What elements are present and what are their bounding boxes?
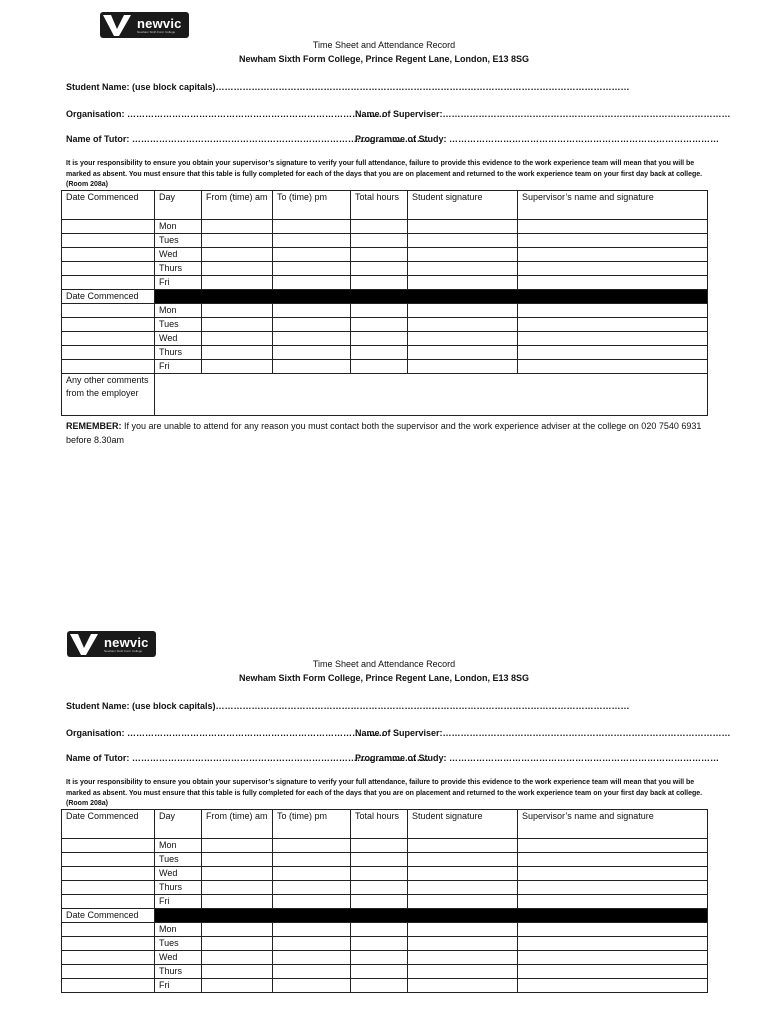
notice-text: It is your responsibility to ensure you obtain your supervisor’s signature to verify your full attendance, failure to provide this evidence to the work experience team will mean that you will be marked as absent. You must ensure that this table is fully completed for each of the days that you are on placement and returned to the work experience team on your first day back at college. (Room 208a) (66, 779, 703, 808)
hours-cell[interactable] (351, 853, 408, 867)
organisation-row (66, 109, 731, 119)
day-label: Wed (155, 332, 202, 346)
day-label: Thurs (155, 881, 202, 895)
organisation-row (66, 728, 731, 738)
student-sig-cell[interactable] (408, 304, 518, 318)
day-label: Thurs (155, 262, 202, 276)
table-row (62, 965, 708, 979)
hours-cell[interactable] (351, 895, 408, 909)
student-sig-cell[interactable] (408, 234, 518, 248)
supervisor-sig-cell[interactable] (518, 276, 708, 290)
to-cell[interactable] (273, 965, 351, 979)
hours-cell[interactable] (351, 248, 408, 262)
table-row (62, 867, 708, 881)
header-total-hours: Total hours (351, 191, 408, 220)
remember-note (66, 419, 706, 447)
table-row (62, 951, 708, 965)
student-sig-cell[interactable] (408, 248, 518, 262)
tutor-row (66, 134, 720, 144)
table-row (62, 276, 708, 290)
student-sig-cell[interactable] (408, 332, 518, 346)
to-cell[interactable] (273, 276, 351, 290)
table-row (62, 895, 708, 909)
day-label: Tues (155, 318, 202, 332)
student-sig-cell[interactable] (408, 839, 518, 853)
student-sig-cell[interactable] (408, 318, 518, 332)
hours-cell[interactable] (351, 318, 408, 332)
date-cell[interactable] (62, 262, 155, 276)
date-cell[interactable] (62, 234, 155, 248)
day-label: Thurs (155, 346, 202, 360)
supervisor-sig-cell[interactable] (518, 332, 708, 346)
week-divider-row (62, 909, 708, 923)
header-student-signature: Student signature (408, 191, 518, 220)
day-label: Thurs (155, 965, 202, 979)
date-cell[interactable] (62, 360, 155, 374)
date-cell[interactable] (62, 304, 155, 318)
supervisor-sig-cell[interactable] (518, 867, 708, 881)
supervisor-sig-cell[interactable] (518, 360, 708, 374)
to-cell[interactable] (273, 923, 351, 937)
newvic-logo-mark-icon (100, 12, 134, 38)
day-label: Mon (155, 220, 202, 234)
header-date-commenced: Date Commenced (62, 810, 155, 839)
header-day: Day (155, 191, 202, 220)
date-cell[interactable] (62, 979, 155, 993)
day-label: Wed (155, 248, 202, 262)
table-row (62, 346, 708, 360)
header-to: To (time) pm (273, 810, 351, 839)
header-student-signature: Student signature (408, 810, 518, 839)
to-cell[interactable] (273, 360, 351, 374)
supervisor-sig-cell[interactable] (518, 234, 708, 248)
student-name-field[interactable]: Student Name: (use block capitals)………………………………………………………………………………………………………………………… (66, 701, 630, 711)
form-subtitle: Newham Sixth Form College, Prince Regent Lane, London, E13 8SG (238, 673, 530, 683)
to-cell[interactable] (273, 867, 351, 881)
date-cell[interactable] (62, 923, 155, 937)
from-cell[interactable] (202, 951, 273, 965)
remember-text: If you are unable to attend for any reason you must contact both the supervisor and the work experience adviser at the college on 020 7540 6931 before 8.30am (66, 421, 702, 445)
table-row (62, 979, 708, 993)
programme-field[interactable]: Programme of Study: ……………………………………………………………………………… (355, 134, 720, 144)
table-row (62, 881, 708, 895)
student-sig-cell[interactable] (408, 923, 518, 937)
tutor-field[interactable]: Name of Tutor: ……………………………………………………………………………………… (66, 753, 429, 763)
from-cell[interactable] (202, 923, 273, 937)
to-cell[interactable] (273, 979, 351, 993)
table-row (62, 248, 708, 262)
table-row (62, 853, 708, 867)
supervisor-sig-cell[interactable] (518, 979, 708, 993)
header-supervisor-signature: Supervisor’s name and signature (518, 191, 708, 220)
to-cell[interactable] (273, 346, 351, 360)
date-cell[interactable] (62, 276, 155, 290)
supervisor-sig-cell[interactable] (518, 318, 708, 332)
table-header-row (62, 810, 708, 839)
to-cell[interactable] (273, 853, 351, 867)
table-row (62, 220, 708, 234)
date-cell[interactable] (62, 318, 155, 332)
hours-cell[interactable] (351, 937, 408, 951)
date-cell[interactable] (62, 867, 155, 881)
to-cell[interactable] (273, 304, 351, 318)
hours-cell[interactable] (351, 360, 408, 374)
header-from: From (time) am (202, 810, 273, 839)
from-cell[interactable] (202, 248, 273, 262)
tutor-row (66, 753, 720, 763)
from-cell[interactable] (202, 346, 273, 360)
hours-cell[interactable] (351, 979, 408, 993)
table-row (62, 234, 708, 248)
from-cell[interactable] (202, 262, 273, 276)
student-sig-cell[interactable] (408, 276, 518, 290)
supervisor-sig-cell[interactable] (518, 346, 708, 360)
supervisor-sig-cell[interactable] (518, 881, 708, 895)
student-sig-cell[interactable] (408, 895, 518, 909)
hours-cell[interactable] (351, 220, 408, 234)
hours-cell[interactable] (351, 262, 408, 276)
organisation-field[interactable]: Organisation: ………………………………………………………………………….. (66, 109, 385, 119)
day-label: Mon (155, 304, 202, 318)
table-row (62, 923, 708, 937)
date-cell[interactable] (62, 220, 155, 234)
from-cell[interactable] (202, 304, 273, 318)
header-total-hours: Total hours (351, 810, 408, 839)
from-cell[interactable] (202, 937, 273, 951)
supervisor-sig-cell[interactable] (518, 965, 708, 979)
from-cell[interactable] (202, 895, 273, 909)
to-cell[interactable] (273, 881, 351, 895)
header-date-commenced: Date Commenced (62, 191, 155, 220)
comments-label: Any other comments from the employer (62, 374, 155, 416)
logo-brand: newvic (137, 15, 182, 31)
table-row (62, 304, 708, 318)
date-cell[interactable] (62, 895, 155, 909)
from-cell[interactable] (202, 853, 273, 867)
to-cell[interactable] (273, 937, 351, 951)
student-sig-cell[interactable] (408, 853, 518, 867)
to-cell[interactable] (273, 234, 351, 248)
from-cell[interactable] (202, 220, 273, 234)
date-commenced-label: Date Commenced (62, 290, 155, 304)
date-cell[interactable] (62, 853, 155, 867)
student-sig-cell[interactable] (408, 979, 518, 993)
supervisor-sig-cell[interactable] (518, 220, 708, 234)
comments-cell[interactable] (155, 374, 708, 416)
hours-cell[interactable] (351, 276, 408, 290)
student-name-field[interactable]: Student Name: (use block capitals)………………………………………………………………………………………………………………………… (66, 82, 630, 92)
supervisor-sig-cell[interactable] (518, 839, 708, 853)
comments-row (62, 374, 708, 416)
table-row (62, 318, 708, 332)
table-row (62, 360, 708, 374)
logo-tagline: Newham Sixth Form College (104, 648, 143, 653)
date-commenced-label: Date Commenced (62, 909, 155, 923)
header-to: To (time) pm (273, 191, 351, 220)
to-cell[interactable] (273, 248, 351, 262)
table-row (62, 937, 708, 951)
table-row (62, 262, 708, 276)
to-cell[interactable] (273, 220, 351, 234)
supervisor-sig-cell[interactable] (518, 951, 708, 965)
to-cell[interactable] (273, 839, 351, 853)
student-sig-cell[interactable] (408, 965, 518, 979)
notice-text: It is your responsibility to ensure you obtain your supervisor’s signature to verify your full attendance, failure to provide this evidence to the work experience team will mean that you will be marked as absent. You must ensure that this table is fully completed for each of the days that you are on placement and returned to the work experience team on your first day back at college. (Room 208a) (66, 160, 703, 189)
student-sig-cell[interactable] (408, 346, 518, 360)
logo-brand: newvic (104, 634, 149, 650)
from-cell[interactable] (202, 965, 273, 979)
from-cell[interactable] (202, 234, 273, 248)
programme-field[interactable]: Programme of Study: ……………………………………………………………………………… (355, 753, 720, 763)
newvic-logo (67, 631, 156, 657)
date-cell[interactable] (62, 346, 155, 360)
form-title: Time Sheet and Attendance Record (312, 659, 456, 669)
from-cell[interactable] (202, 979, 273, 993)
supervisor-sig-cell[interactable] (518, 248, 708, 262)
student-sig-cell[interactable] (408, 220, 518, 234)
from-cell[interactable] (202, 276, 273, 290)
day-label: Tues (155, 234, 202, 248)
form-subtitle: Newham Sixth Form College, Prince Regent Lane, London, E13 8SG (238, 54, 530, 64)
hours-cell[interactable] (351, 951, 408, 965)
supervisor-sig-cell[interactable] (518, 853, 708, 867)
from-cell[interactable] (202, 332, 273, 346)
hours-cell[interactable] (351, 867, 408, 881)
from-cell[interactable] (202, 318, 273, 332)
day-label: Fri (155, 979, 202, 993)
day-label: Tues (155, 937, 202, 951)
day-label: Tues (155, 853, 202, 867)
hours-cell[interactable] (351, 965, 408, 979)
day-label: Fri (155, 895, 202, 909)
supervisor-field[interactable]: Name of Superviser:…………………………………………………………………………………… (355, 109, 731, 119)
day-label: Fri (155, 360, 202, 374)
supervisor-sig-cell[interactable] (518, 923, 708, 937)
day-label: Fri (155, 276, 202, 290)
to-cell[interactable] (273, 332, 351, 346)
date-cell[interactable] (62, 881, 155, 895)
supervisor-sig-cell[interactable] (518, 937, 708, 951)
student-sig-cell[interactable] (408, 262, 518, 276)
to-cell[interactable] (273, 318, 351, 332)
student-sig-cell[interactable] (408, 360, 518, 374)
date-cell[interactable] (62, 951, 155, 965)
to-cell[interactable] (273, 895, 351, 909)
week-divider-row (62, 290, 708, 304)
from-cell[interactable] (202, 360, 273, 374)
hours-cell[interactable] (351, 839, 408, 853)
hours-cell[interactable] (351, 923, 408, 937)
supervisor-sig-cell[interactable] (518, 262, 708, 276)
date-cell[interactable] (62, 937, 155, 951)
date-cell[interactable] (62, 965, 155, 979)
table-header-row (62, 191, 708, 220)
hours-cell[interactable] (351, 346, 408, 360)
date-cell[interactable] (62, 332, 155, 346)
date-cell[interactable] (62, 248, 155, 262)
table-row (62, 332, 708, 346)
tutor-field[interactable]: Name of Tutor: ……………………………………………………………………………………… (66, 134, 429, 144)
hours-cell[interactable] (351, 332, 408, 346)
day-label: Mon (155, 839, 202, 853)
form-title: Time Sheet and Attendance Record (312, 40, 456, 50)
from-cell[interactable] (202, 839, 273, 853)
from-cell[interactable] (202, 867, 273, 881)
remember-label: REMEMBER: (66, 421, 122, 431)
supervisor-sig-cell[interactable] (518, 304, 708, 318)
student-sig-cell[interactable] (408, 937, 518, 951)
from-cell[interactable] (202, 881, 273, 895)
header-supervisor-signature: Supervisor’s name and signature (518, 810, 708, 839)
day-label: Wed (155, 867, 202, 881)
newvic-logo (100, 12, 189, 38)
date-cell[interactable] (62, 839, 155, 853)
divider-bar (155, 290, 708, 304)
attendance-table (61, 809, 708, 993)
header-from: From (time) am (202, 191, 273, 220)
day-label: Mon (155, 923, 202, 937)
supervisor-field[interactable]: Name of Superviser:…………………………………………………………………………………… (355, 728, 731, 738)
student-sig-cell[interactable] (408, 867, 518, 881)
newvic-logo-mark-icon (67, 631, 101, 657)
student-sig-cell[interactable] (408, 951, 518, 965)
organisation-field[interactable]: Organisation: ………………………………………………………………………….. (66, 728, 385, 738)
hours-cell[interactable] (351, 234, 408, 248)
student-sig-cell[interactable] (408, 881, 518, 895)
day-label: Wed (155, 951, 202, 965)
table-row (62, 839, 708, 853)
attendance-table (61, 190, 708, 416)
to-cell[interactable] (273, 951, 351, 965)
logo-tagline: Newham Sixth Form College (137, 29, 176, 34)
hours-cell[interactable] (351, 881, 408, 895)
header-day: Day (155, 810, 202, 839)
divider-bar (155, 909, 708, 923)
hours-cell[interactable] (351, 304, 408, 318)
supervisor-sig-cell[interactable] (518, 895, 708, 909)
to-cell[interactable] (273, 262, 351, 276)
